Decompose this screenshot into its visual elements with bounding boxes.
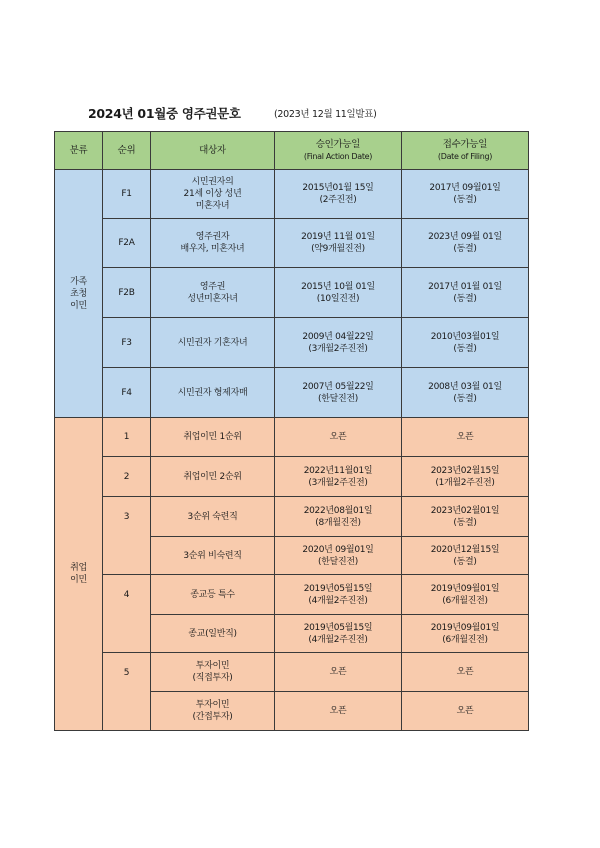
header-rank: 순위: [103, 132, 151, 170]
table-row: [55, 457, 529, 497]
header-final-action-en: (Final Action Date): [303, 151, 373, 161]
header-target: 대상자: [151, 132, 275, 170]
target-cell: 취업이민 1순위: [151, 418, 275, 457]
table-row: [55, 418, 529, 457]
final-action-cell: 2022년11월01일 (3개월2주진전): [275, 457, 402, 497]
rank-cell: F1: [103, 170, 151, 219]
final-action-cell: 2022년08월01일 (8개월진전): [275, 497, 402, 537]
table-row: [55, 368, 529, 418]
table-row: [55, 318, 529, 368]
table-row: [55, 219, 529, 268]
filing-cell: 2023년 09월 01일 (동결): [402, 219, 529, 268]
target-cell: 취업이민 2순위: [151, 457, 275, 497]
filing-cell: 2019년09월01일 (6개월진전): [402, 615, 529, 653]
filing-cell: 오픈: [402, 653, 529, 692]
header-final-action-ko: 승인가능일: [315, 138, 361, 150]
target-cell: 투자이민 (간접투자): [151, 692, 275, 731]
final-action-cell: 오픈: [275, 418, 402, 457]
final-action-cell: 2015년 10월 01일 (10일진전): [275, 268, 402, 318]
filing-cell: 2019년09월01일 (6개월진전): [402, 575, 529, 615]
rank-cell: 2: [103, 457, 151, 497]
target-cell: 시민권자 기혼자녀: [151, 318, 275, 368]
filing-cell: 2023년02월15일 (1개월2주진전): [402, 457, 529, 497]
filing-cell: 2020년12월15일 (동결): [402, 537, 529, 575]
target-cell: 시민권자 형제자매: [151, 368, 275, 418]
table-row: [55, 170, 529, 219]
filing-cell: 2017년 09월01일 (동결): [402, 170, 529, 219]
header-filing: [402, 132, 529, 170]
table-row: [55, 497, 529, 537]
rank-cell: 5: [103, 653, 151, 731]
filing-cell: 2010년03월01일 (동결): [402, 318, 529, 368]
final-action-cell: 2015년01월 15일 (2주진전): [275, 170, 402, 219]
final-action-cell: 2007년 05월22일 (한달진전): [275, 368, 402, 418]
final-action-cell: 2019년05월15일 (4개월2주진전): [275, 615, 402, 653]
rank-cell: F4: [103, 368, 151, 418]
page-title: 2024년 01월중 영주권문호: [88, 106, 241, 121]
target-cell: 시민권자의 21세 이상 성년 미혼자녀: [151, 170, 275, 219]
header-filing-ko: 접수가능일: [442, 138, 488, 150]
rank-cell: 4: [103, 575, 151, 653]
target-cell: 종교등 특수: [151, 575, 275, 615]
filing-cell: 2008년 03월 01일 (동결): [402, 368, 529, 418]
header-filing-en: (Date of Filing): [437, 151, 493, 161]
target-cell: 3순위 비숙련직: [151, 537, 275, 575]
category-employment: 취업 이민: [55, 418, 103, 731]
category-family: 가족 초청 이민: [55, 170, 103, 418]
filing-cell: 오픈: [402, 418, 529, 457]
table-row: [55, 653, 529, 692]
target-cell: 종교(일반직): [151, 615, 275, 653]
table-row: [55, 575, 529, 615]
filing-cell: 2017년 01월 01일 (동결): [402, 268, 529, 318]
filing-cell: 2023년02월01일 (동결): [402, 497, 529, 537]
title-row: [88, 104, 508, 124]
announcement-date: (2023년 12월 11일발표): [274, 109, 377, 120]
final-action-cell: 2009년 04월22일 (3개월2주진전): [275, 318, 402, 368]
target-cell: 영주권 성년미혼자녀: [151, 268, 275, 318]
filing-cell: 오픈: [402, 692, 529, 731]
target-cell: 3순위 숙련직: [151, 497, 275, 537]
final-action-cell: 오픈: [275, 653, 402, 692]
rank-cell: 1: [103, 418, 151, 457]
final-action-cell: 2019년05월15일 (4개월2주진전): [275, 575, 402, 615]
header-final-action: [275, 132, 402, 170]
final-action-cell: 오픈: [275, 692, 402, 731]
final-action-cell: 2020년 09월01일 (한달진전): [275, 537, 402, 575]
target-cell: 투자이민 (직접투자): [151, 653, 275, 692]
target-cell: 영주권자 배우자, 미혼자녀: [151, 219, 275, 268]
final-action-cell: 2019년 11월 01일 (약9개월진전): [275, 219, 402, 268]
rank-cell: F2A: [103, 219, 151, 268]
header-row: [55, 132, 529, 170]
table-row: [55, 268, 529, 318]
rank-cell: 3: [103, 497, 151, 575]
rank-cell: F2B: [103, 268, 151, 318]
visa-bulletin-table: [54, 131, 529, 731]
rank-cell: F3: [103, 318, 151, 368]
header-category: 분류: [55, 132, 103, 170]
